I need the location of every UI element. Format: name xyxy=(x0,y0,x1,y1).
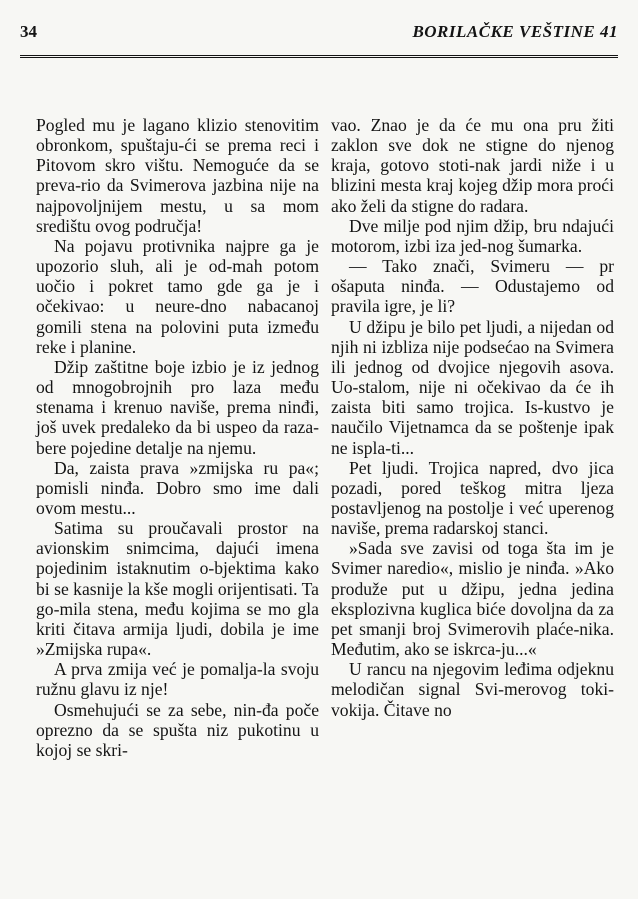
paragraph: Dve milje pod njim džip, bru ndajući motorom, izbi iza jed-nog šumarka. xyxy=(331,215,614,256)
paragraph: vao. Znao je da će mu ona pru žiti zaklon sve dok ne stigne do njenog kraja, gotovo stoti-nak jardi niže i u blizini mesta kraj kojeg džip mora proći ako želi da stigne do radara. xyxy=(331,115,614,216)
paragraph: U rancu na njegovim leđima odjeknu melodičan signal Svi-merovog toki-vokija. Čitave no xyxy=(331,659,614,720)
left-column xyxy=(36,115,319,760)
paragraph: »Sada sve zavisi od toga šta im je Svimer naredio«, mislio je ninđa. »Ako produže put u džipu, jedna jedina eksplozivna kuglica biće dovoljna da za pet smanji broj Svimerovih plaće-nika. Međutim, ako se iskrca-ju...« xyxy=(331,538,614,660)
paragraph: Džip zaštitne boje izbio je iz jednog od mnogobrojnih pro laza među stenama i krenuo naviše, prema ninđi, još uvek predaleko da bi uspeo da raza-bere pojedine detalje na njemu. xyxy=(36,356,319,458)
paragraph: A prva zmija već je pomalja-la svoju ružnu glavu iz nje! xyxy=(36,659,319,700)
paragraph: Pet ljudi. Trojica napred, dvo jica pozadi, pored teškog mitra ljeza postavljenog na postolje i već uperenog naviše, prema radarskoj stanci. xyxy=(331,457,614,539)
header-rule xyxy=(20,55,618,58)
running-title: BORILAČKE VEŠTINE 41 xyxy=(412,22,618,41)
page-header xyxy=(20,18,618,52)
right-column xyxy=(331,115,614,720)
paragraph: Osmehujući se za sebe, nin-đa poče oprezno da se spušta niz pukotinu u kojoj se skri- xyxy=(36,699,319,760)
paragraph: U džipu je bilo pet ljudi, a nijedan od njih ni izbliza nije podsećao na Svimera ili jednog od dvojice njegovih asova. Uo-stalom, nije ni očekivao da će ih zaista biti samo trojica. Is-kustvo je naučilo Vijetnamca da se poštenje ipak ne ispla-ti... xyxy=(331,316,614,458)
paragraph: Da, zaista prava »zmijska ru pa«; pomisli ninđa. Dobro smo ime dali ovom mestu... xyxy=(36,457,319,518)
page-number: 34 xyxy=(20,22,37,41)
paragraph: — Tako znači, Svimeru — pr ošaputa ninđa. — Odustajemo od pravila igre, je li? xyxy=(331,256,614,317)
paragraph: Pogled mu je lagano klizio stenovitim obronkom, spuštaju-ći se prema reci i Pitovom skro vištu. Nemoguće da se preva-rio da Svimerova jazbina nije na najpovoljnijem mestu, u sa mom središtu ovog područja! xyxy=(36,115,319,236)
paragraph: Na pojavu protivnika najpre ga je upozorio sluh, ali je od-mah potom uočio i pokret tamo gde ga je i očekivao: u neure-dno nabacanoj gomili stena na polovini puta između reke i planine. xyxy=(36,235,319,357)
paragraph: Satima su proučavali prostor na avionskim snimcima, dajući imena pojedinim istaknutim o-bjektima kako bi se kasnije la kše mogli orijentisati. Ta go-mila stena, među kojima se mo gla kriti čitava armija ljudi, dobila je ime »Zmijska rupa«. xyxy=(36,518,319,660)
